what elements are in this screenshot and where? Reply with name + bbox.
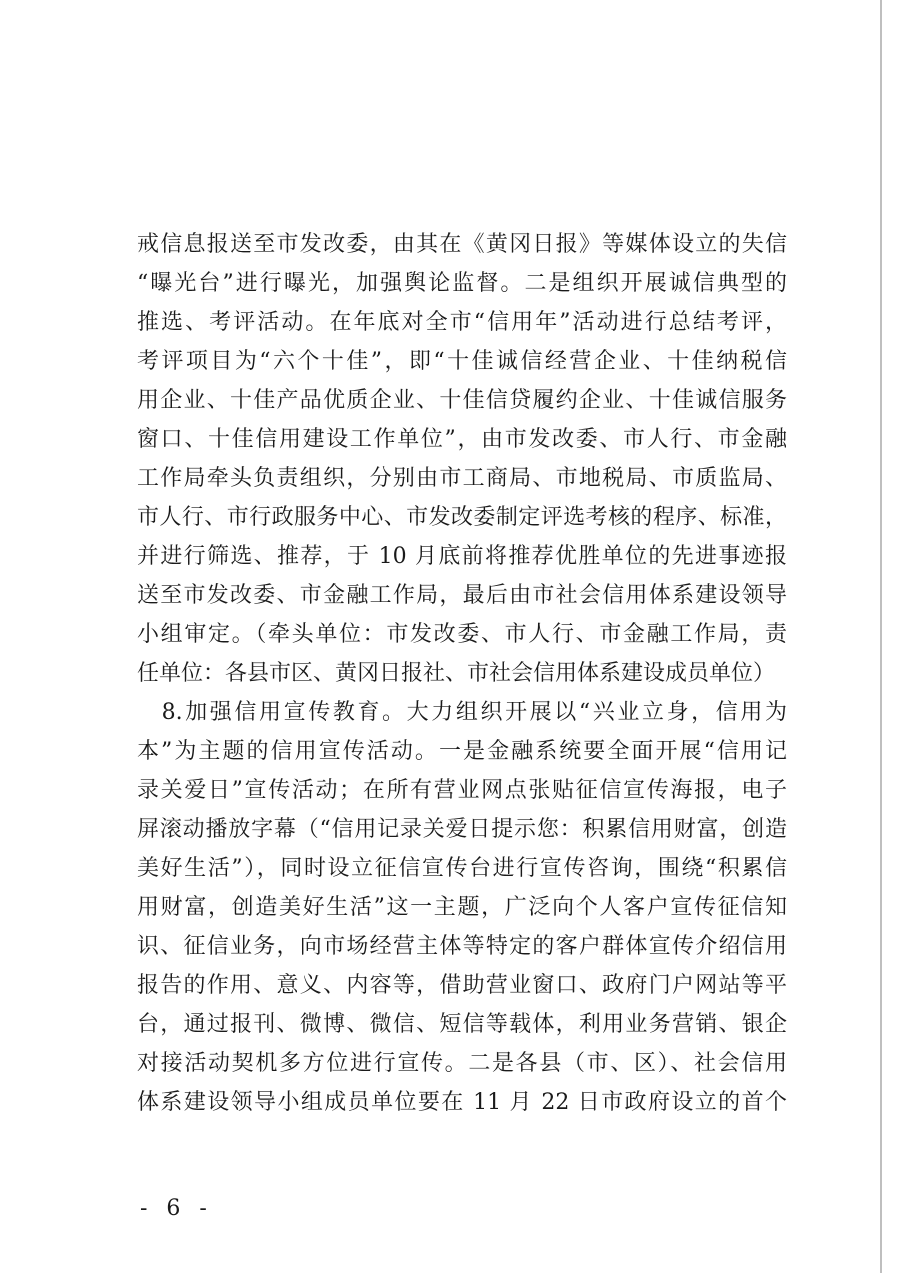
text-line: 小组审定。（牵头单位：市发改委、市人行、市金融工作局，责 bbox=[137, 622, 787, 647]
text-line: 台，通过报刊、微博、微信、短信等载体，利用业务营销、银企 bbox=[137, 1012, 787, 1037]
text-line: 识、征信业务，向市场经营主体等特定的客户群体宣传介绍信用 bbox=[137, 934, 787, 959]
text-line: 工作局牵头负责组织，分别由市工商局、市地税局、市质监局、 bbox=[137, 466, 787, 491]
page-number: - 6 - bbox=[140, 1196, 213, 1221]
text-line: 对接活动契机多方位进行宣传。二是各县（市、区）、社会信用 bbox=[137, 1051, 787, 1076]
text-line: 8.加强信用宣传教育。大力组织开展以“兴业立身，信用为 bbox=[137, 700, 787, 725]
text-line: 本”为主题的信用宣传活动。一是金融系统要全面开展“信用记 bbox=[137, 739, 787, 764]
text-line: 报告的作用、意义、内容等，借助营业窗口、政府门户网站等平 bbox=[137, 973, 787, 998]
text-line: “曝光台”进行曝光，加强舆论监督。二是组织开展诚信典型的 bbox=[137, 271, 787, 296]
text-line: 屏滚动播放字幕（“信用记录关爱日提示您：积累信用财富，创造 bbox=[137, 817, 787, 842]
document-body bbox=[137, 225, 787, 1122]
text-line: 任单位：各县市区、黄冈日报社、市社会信用体系建设成员单位） bbox=[137, 661, 776, 686]
text-line: 美好生活”），同时设立征信宣传台进行宣传咨询，围绕“积累信 bbox=[137, 856, 787, 881]
text-line: 戒信息报送至市发改委，由其在《黄冈日报》等媒体设立的失信 bbox=[137, 232, 787, 257]
text-line: 用财富，创造美好生活”这一主题，广泛向个人客户宣传征信知 bbox=[137, 895, 787, 920]
scan-edge-line bbox=[880, 0, 882, 1273]
text-line: 市人行、市行政服务中心、市发改委制定评选考核的程序、标准， bbox=[137, 505, 787, 530]
text-line: 窗口、十佳信用建设工作单位”，由市发改委、市人行、市金融 bbox=[137, 427, 787, 452]
text-line: 体系建设领导小组成员单位要在 11 月 22 日市政府设立的首个 bbox=[137, 1090, 787, 1115]
text-line: 录关爱日”宣传活动；在所有营业网点张贴征信宣传海报，电子 bbox=[137, 778, 787, 803]
text-line: 考评项目为“六个十佳”，即“十佳诚信经营企业、十佳纳税信 bbox=[137, 349, 787, 374]
text-line: 用企业、十佳产品优质企业、十佳信贷履约企业、十佳诚信服务 bbox=[137, 388, 787, 413]
text-line: 并进行筛选、推荐，于 10 月底前将推荐优胜单位的先进事迹报 bbox=[137, 544, 787, 569]
text-line: 推选、考评活动。在年底对全市“信用年”活动进行总结考评， bbox=[137, 310, 787, 335]
text-line: 送至市发改委、市金融工作局，最后由市社会信用体系建设领导 bbox=[137, 583, 787, 608]
